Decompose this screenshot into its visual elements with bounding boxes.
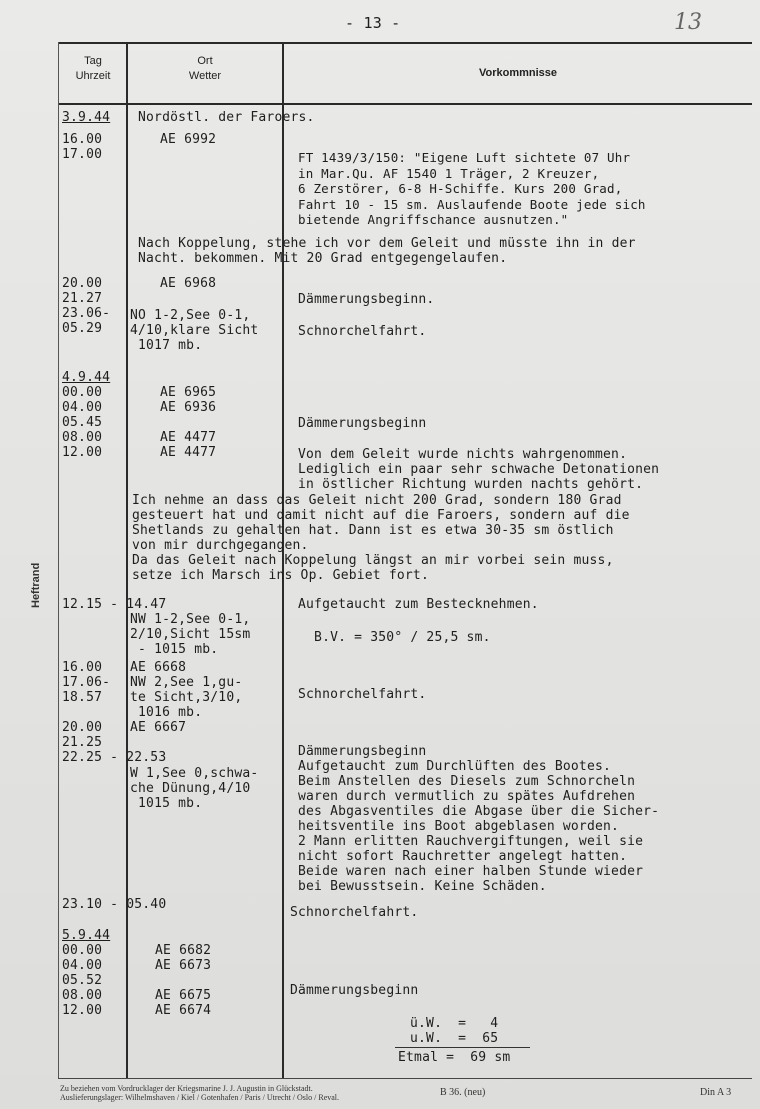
column-divider-1 — [126, 42, 128, 1078]
time-entry: 16.00 17.06- 18.57 20.00 21.25 22.25 - 22.53 — [62, 660, 167, 765]
footer-rule — [58, 1078, 752, 1079]
weather-entry: NO 1-2,See 0-1, 4/10,klare Sicht 1017 mb. — [130, 308, 259, 353]
event-entry: Schnorchelfahrt. — [298, 324, 427, 339]
sum-rule — [395, 1047, 530, 1048]
page-number: - 13 - — [345, 14, 401, 32]
place-entry: AE 6965 AE 6936 AE 4477 AE 4477 — [160, 385, 217, 460]
time-entry: 00.00 04.00 05.45 08.00 12.00 — [62, 385, 103, 460]
handwritten-page-number: 13 — [674, 10, 702, 35]
time-entry: 12.15 - 14.47 — [62, 597, 167, 612]
time-entry: 00.00 04.00 05.52 08.00 12.00 — [62, 943, 103, 1018]
footer-publisher: Zu beziehen vom Vordrucklager der Kriegsmarine J. J. Augustin in Glückstadt. Auslieferungslager: Wilhelmshaven / Kiel / Gotenhafen / Paris / Utrecht / Oslo / Reval. — [60, 1084, 340, 1102]
wide-entry: Ich nehme an dass das Geleit nicht 200 Grad, sondern 180 Grad gesteuert hat und damit nicht auf die Faroers, sondern auf die Shetlands zu gehalten hat. Dann ist es etwa 30-35 sm östlich von mir durchgegangen. Da das Geleit nach Koppelung längst an mir vorbei sein muss, setze ich Marsch ins Op. Gebiet fort. — [132, 493, 630, 583]
header-date-time: Tag Uhrzeit — [75, 55, 111, 82]
table-top-rule — [58, 42, 752, 44]
footer-paper-size: Din A 3 — [700, 1087, 732, 1098]
date-entry: 3.9.44 — [62, 110, 111, 125]
place-entry: AE 6968 — [160, 276, 217, 291]
distance-entry: ü.W. = 4 u.W. = 65 — [410, 1016, 499, 1046]
time-entry: 20.00 21.27 23.06- 05.29 — [62, 276, 111, 336]
weather-entry: W 1,See 0,schwa- che Dünung,4/10 1015 mb. — [130, 766, 259, 811]
event-entry: Aufgetaucht zum Bestecknehmen. — [298, 597, 539, 612]
header-bottom-rule — [58, 103, 752, 105]
event-entry: Dämmerungsbeginn Aufgetaucht zum Durchlüften des Bootes. Beim Anstellen des Diesels zum Schnorcheln waren durch vermutlich zu spätes Aufdrehen des Abgasventiles die Abgase über die Sicher- heitsventile ins Boot abgeblasen worden. 2 Mann erlitten Rauchvergiftungen, weil sie nicht sofort Rauchretter angelegt hatten. Beide waren nach einer halben Stunde wieder bei Bewusstsein. Keine Schäden. — [298, 744, 660, 894]
event-entry: Von dem Geleit wurde nichts wahrgenommen. Lediglich ein paar sehr schwache Detonationen in östlicher Richtung wurden nachts gehört. — [298, 447, 660, 492]
place-entry: AE 6992 — [160, 132, 217, 147]
event-entry: B.V. = 350° / 25,5 sm. — [298, 630, 491, 645]
date-entry: 5.9.44 — [62, 928, 111, 943]
header-events: Vorkommnisse — [478, 67, 558, 79]
time-entry: 23.10 - 05.40 — [62, 897, 167, 912]
header-place-weather: Ort Wetter — [188, 55, 222, 82]
place-entry: Nordöstl. der Faroers. — [138, 110, 315, 125]
place-weather-entry: AE 6668 NW 2,See 1,gu- te Sicht,3/10, 1016 mb. AE 6667 — [130, 660, 243, 735]
event-entry: Dämmerungsbeginn. — [298, 292, 435, 307]
weather-entry: NW 1-2,See 0-1, 2/10,Sicht 15sm - 1015 mb. — [130, 612, 251, 657]
daily-run-entry: Etmal = 69 sm — [398, 1050, 511, 1065]
event-entry: Dämmerungsbeginn — [298, 416, 427, 431]
left-margin-rule — [58, 42, 59, 1078]
event-entry: Schnorchelfahrt. — [290, 905, 419, 920]
margin-label: Heftrand — [30, 562, 42, 608]
wide-entry: Nach Koppelung, stehe ich vor dem Geleit und müsste ihn in der Nacht. bekommen. Mit 20 Grad entgegengelaufen. — [138, 236, 636, 266]
time-entry: 16.00 17.00 — [62, 132, 103, 162]
event-entry: FT 1439/3/150: "Eigene Luft sichtete 07 Uhr in Mar.Qu. AF 1540 1 Träger, 2 Kreuzer, 6 Zerstörer, 6-8 H-Schiffe. Kurs 200 Grad, Fahrt 10 - 15 sm. Auslaufende Boote jede sich bietende Angriffschance ausnutzen." — [298, 150, 646, 227]
date-entry: 4.9.44 — [62, 370, 111, 385]
event-entry: Dämmerungsbeginn — [290, 983, 419, 998]
event-entry: Schnorchelfahrt. — [298, 687, 427, 702]
place-entry: AE 6682 AE 6673 AE 6675 AE 6674 — [155, 943, 212, 1018]
footer-form-number: B 36. (neu) — [440, 1087, 486, 1098]
